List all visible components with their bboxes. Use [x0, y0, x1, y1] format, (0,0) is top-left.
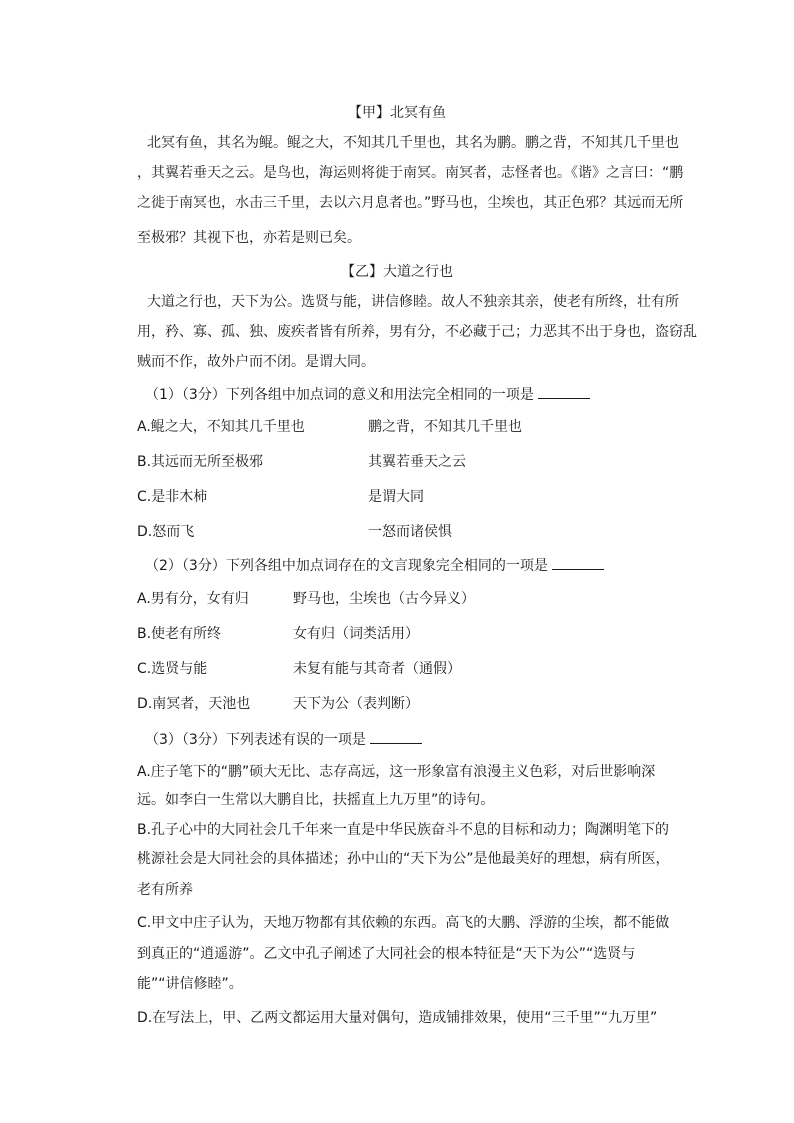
q3-line-3: B.孔子心中的大同社会几千年来一直是中华民族奋斗不息的目标和动力；陶渊明笔下的 [137, 822, 670, 838]
q3-line-5: 老有所养 [137, 882, 193, 898]
q2-option-a-right: 野马也，尘埃也（古今异义） [293, 591, 475, 607]
q2-option-c-left: C.选贤与能 [137, 661, 208, 677]
q1-option-b-left: B.其远而无所至极邪 [137, 454, 264, 470]
q2-option-d-right: 天下为公（表判断） [293, 696, 419, 712]
q2-option-b-left: B.使老有所终 [137, 626, 222, 642]
q1-option-c-right: 是谓大同 [368, 489, 424, 505]
passage-a-line-4: 至极邪？其视下也，亦若是则已矣。 [137, 230, 361, 246]
q2-answer-blank[interactable] [552, 555, 604, 570]
q3-line-8: 能”“讲信修睦”。 [137, 976, 243, 992]
passage-a-line-2: ，其翼若垂天之云。是鸟也，海运则将徙于南冥。南冥者，志怪者也。《谐》之言曰：“鹏 [137, 165, 684, 181]
q2-option-a-left: A.男有分，女有归 [137, 591, 249, 607]
q1-option-d-right: 一怒而诸侯惧 [368, 524, 452, 540]
q2-option-b-right: 女有归（词类活用） [293, 626, 419, 642]
q3-line-2: 远。如李白一生常以大鹏自比，扶摇直上九万里”的诗句。 [137, 792, 495, 808]
q3-line-6: C.甲文中庄子认为，天地万物都有其依赖的东西。高飞的大鹏、浮游的尘埃，都不能做 [137, 915, 670, 931]
passage-b-line-3: 贼而不作，故外户而不闭。是谓大同。 [137, 354, 375, 370]
passage-a-title: 【甲】北冥有鱼 [348, 105, 446, 121]
q3-line-1: A.庄子笔下的“鹏”硕大无比、志存高远，这一形象富有浪漫主义色彩，对后世影响深 [137, 764, 656, 780]
q1-option-b-right: 其翼若垂天之云 [368, 454, 466, 470]
passage-b-line-2: 用，矜、寡、孤、独、废疾者皆有所养，男有分，不必藏于己；力恶其不出于身也，盗窃乱 [137, 324, 697, 340]
passage-b-line-1: 大道之行也，天下为公。选贤与能，讲信修睦。故人不独亲其亲，使老有所终，壮有所 [147, 294, 679, 310]
q1-option-c-left: C.是非木柿 [137, 489, 208, 505]
q3-line-4: 桃源社会是大同社会的具体描述；孙中山的“天下为公”是他最美好的理想，病有所医， [137, 851, 670, 867]
q3-stem: （3）（3分）下列表述有误的一项是 [145, 729, 422, 750]
q3-line-9: D.在写法上，甲、乙两文都运用大量对偶句，造成铺排效果，使用“三千里”“九万里” [137, 1010, 658, 1026]
q2-option-c-right: 未复有能与其奇者（通假） [293, 661, 461, 677]
q3-line-7: 到真正的“逍遥游”。乙文中孔子阐述了大同社会的根本特征是“天下为公”“选贤与 [137, 946, 636, 962]
passage-a-line-3: 之徙于南冥也，水击三千里，去以六月息者也。”野马也，尘埃也，其正色邪？其远而无所 [137, 195, 684, 211]
q2-stem: （2）（3分）下列各组中加点词存在的文言现象完全相同的一项是 [145, 555, 604, 576]
q1-answer-blank[interactable] [538, 384, 590, 399]
passage-b-title: 【乙】大道之行也 [341, 264, 453, 280]
q1-option-a-right: 鹏之背，不知其几千里也 [368, 419, 522, 435]
q1-stem: （1）（3分）下列各组中加点词的意义和用法完全相同的一项是 [145, 384, 590, 405]
q1-option-d-left: D.怒而飞 [137, 524, 195, 540]
q3-answer-blank[interactable] [370, 729, 422, 744]
q1-option-a-left: A.鲲之大，不知其几千里也 [137, 419, 305, 435]
passage-a-line-1: 北冥有鱼，其名为鲲。鲲之大，不知其几千里也，其名为鹏。鹏之背，不知其几千里也 [147, 135, 679, 151]
q2-option-d-left: D.南冥者，天池也 [137, 696, 251, 712]
